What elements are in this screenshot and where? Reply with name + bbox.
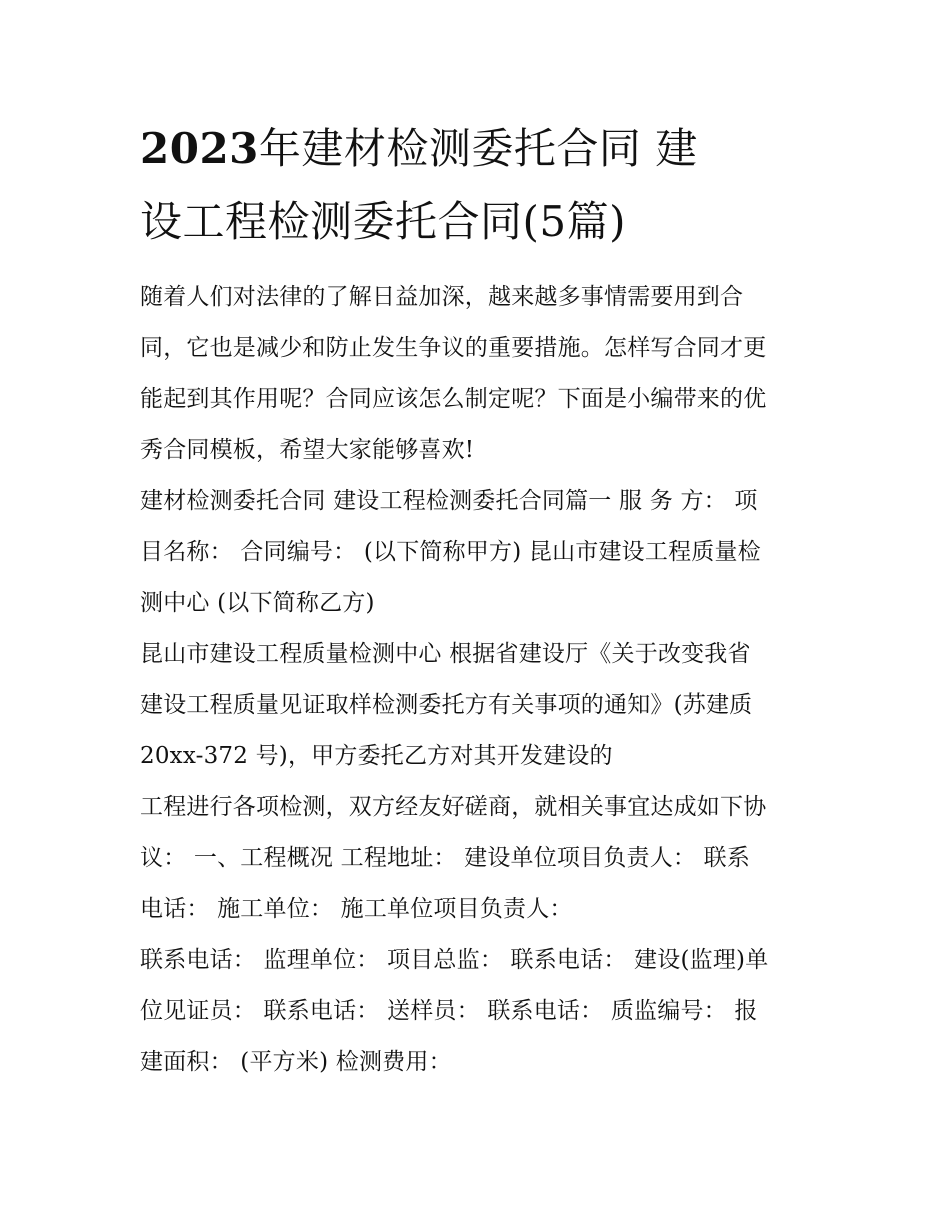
text-line: 随着人们对法律的了解日益加深，越来越多事情需要用到合 <box>140 284 744 310</box>
text-line: 同，它也是减少和防止发生争议的重要措施。怎样写合同才更 <box>140 335 767 361</box>
title-year: 2023 <box>140 124 259 173</box>
contacts-paragraph <box>140 935 815 1088</box>
text-line: 建面积： (平方米) 检测费用： <box>140 1049 452 1075</box>
basis-paragraph <box>140 629 815 782</box>
text-line: 昆山市建设工程质量检测中心 根据省建设厅《关于改变我省 <box>140 641 751 667</box>
contract-header-paragraph <box>140 476 815 629</box>
text-line: 测中心 (以下简称乙方) <box>140 590 375 616</box>
text-line: 建设工程质量见证取样检测委托方有关事项的通知》(苏建质 <box>140 692 753 718</box>
title-line-1 <box>140 112 815 185</box>
text-line: 目名称： 合同编号： (以下简称甲方) 昆山市建设工程质量检 <box>140 539 761 565</box>
document-title <box>140 112 815 258</box>
text-line: 议： 一、工程概况 工程地址： 建设单位项目负责人： 联系 <box>140 845 751 871</box>
title-text: 设工程检测委托合同(5篇) <box>140 197 626 246</box>
title-text: 年建材检测委托合同 建 <box>258 124 698 173</box>
text-line: 联系电话： 监理单位： 项目总监： 联系电话： 建设(监理)单 <box>140 947 769 973</box>
text-line: 秀合同模板，希望大家能够喜欢! <box>140 437 475 463</box>
text-line: 工程进行各项检测，双方经友好磋商，就相关事宜达成如下协 <box>140 794 767 820</box>
document-page <box>140 112 815 1088</box>
text-line: 位见证员： 联系电话： 送样员： 联系电话： 质监编号： 报 <box>140 998 758 1024</box>
title-line-2 <box>140 185 815 258</box>
text-line: 建材检测委托合同 建设工程检测委托合同篇一 服 务 方： 项 <box>140 488 758 514</box>
project-overview-paragraph <box>140 782 815 935</box>
intro-paragraph <box>140 272 815 476</box>
text-line: 20xx-372 号)，甲方委托乙方对其开发建设的 <box>140 743 613 769</box>
text-line: 电话： 施工单位： 施工单位项目负责人： <box>140 896 573 922</box>
text-line: 能起到其作用呢？合同应该怎么制定呢？下面是小编带来的优 <box>140 386 767 412</box>
